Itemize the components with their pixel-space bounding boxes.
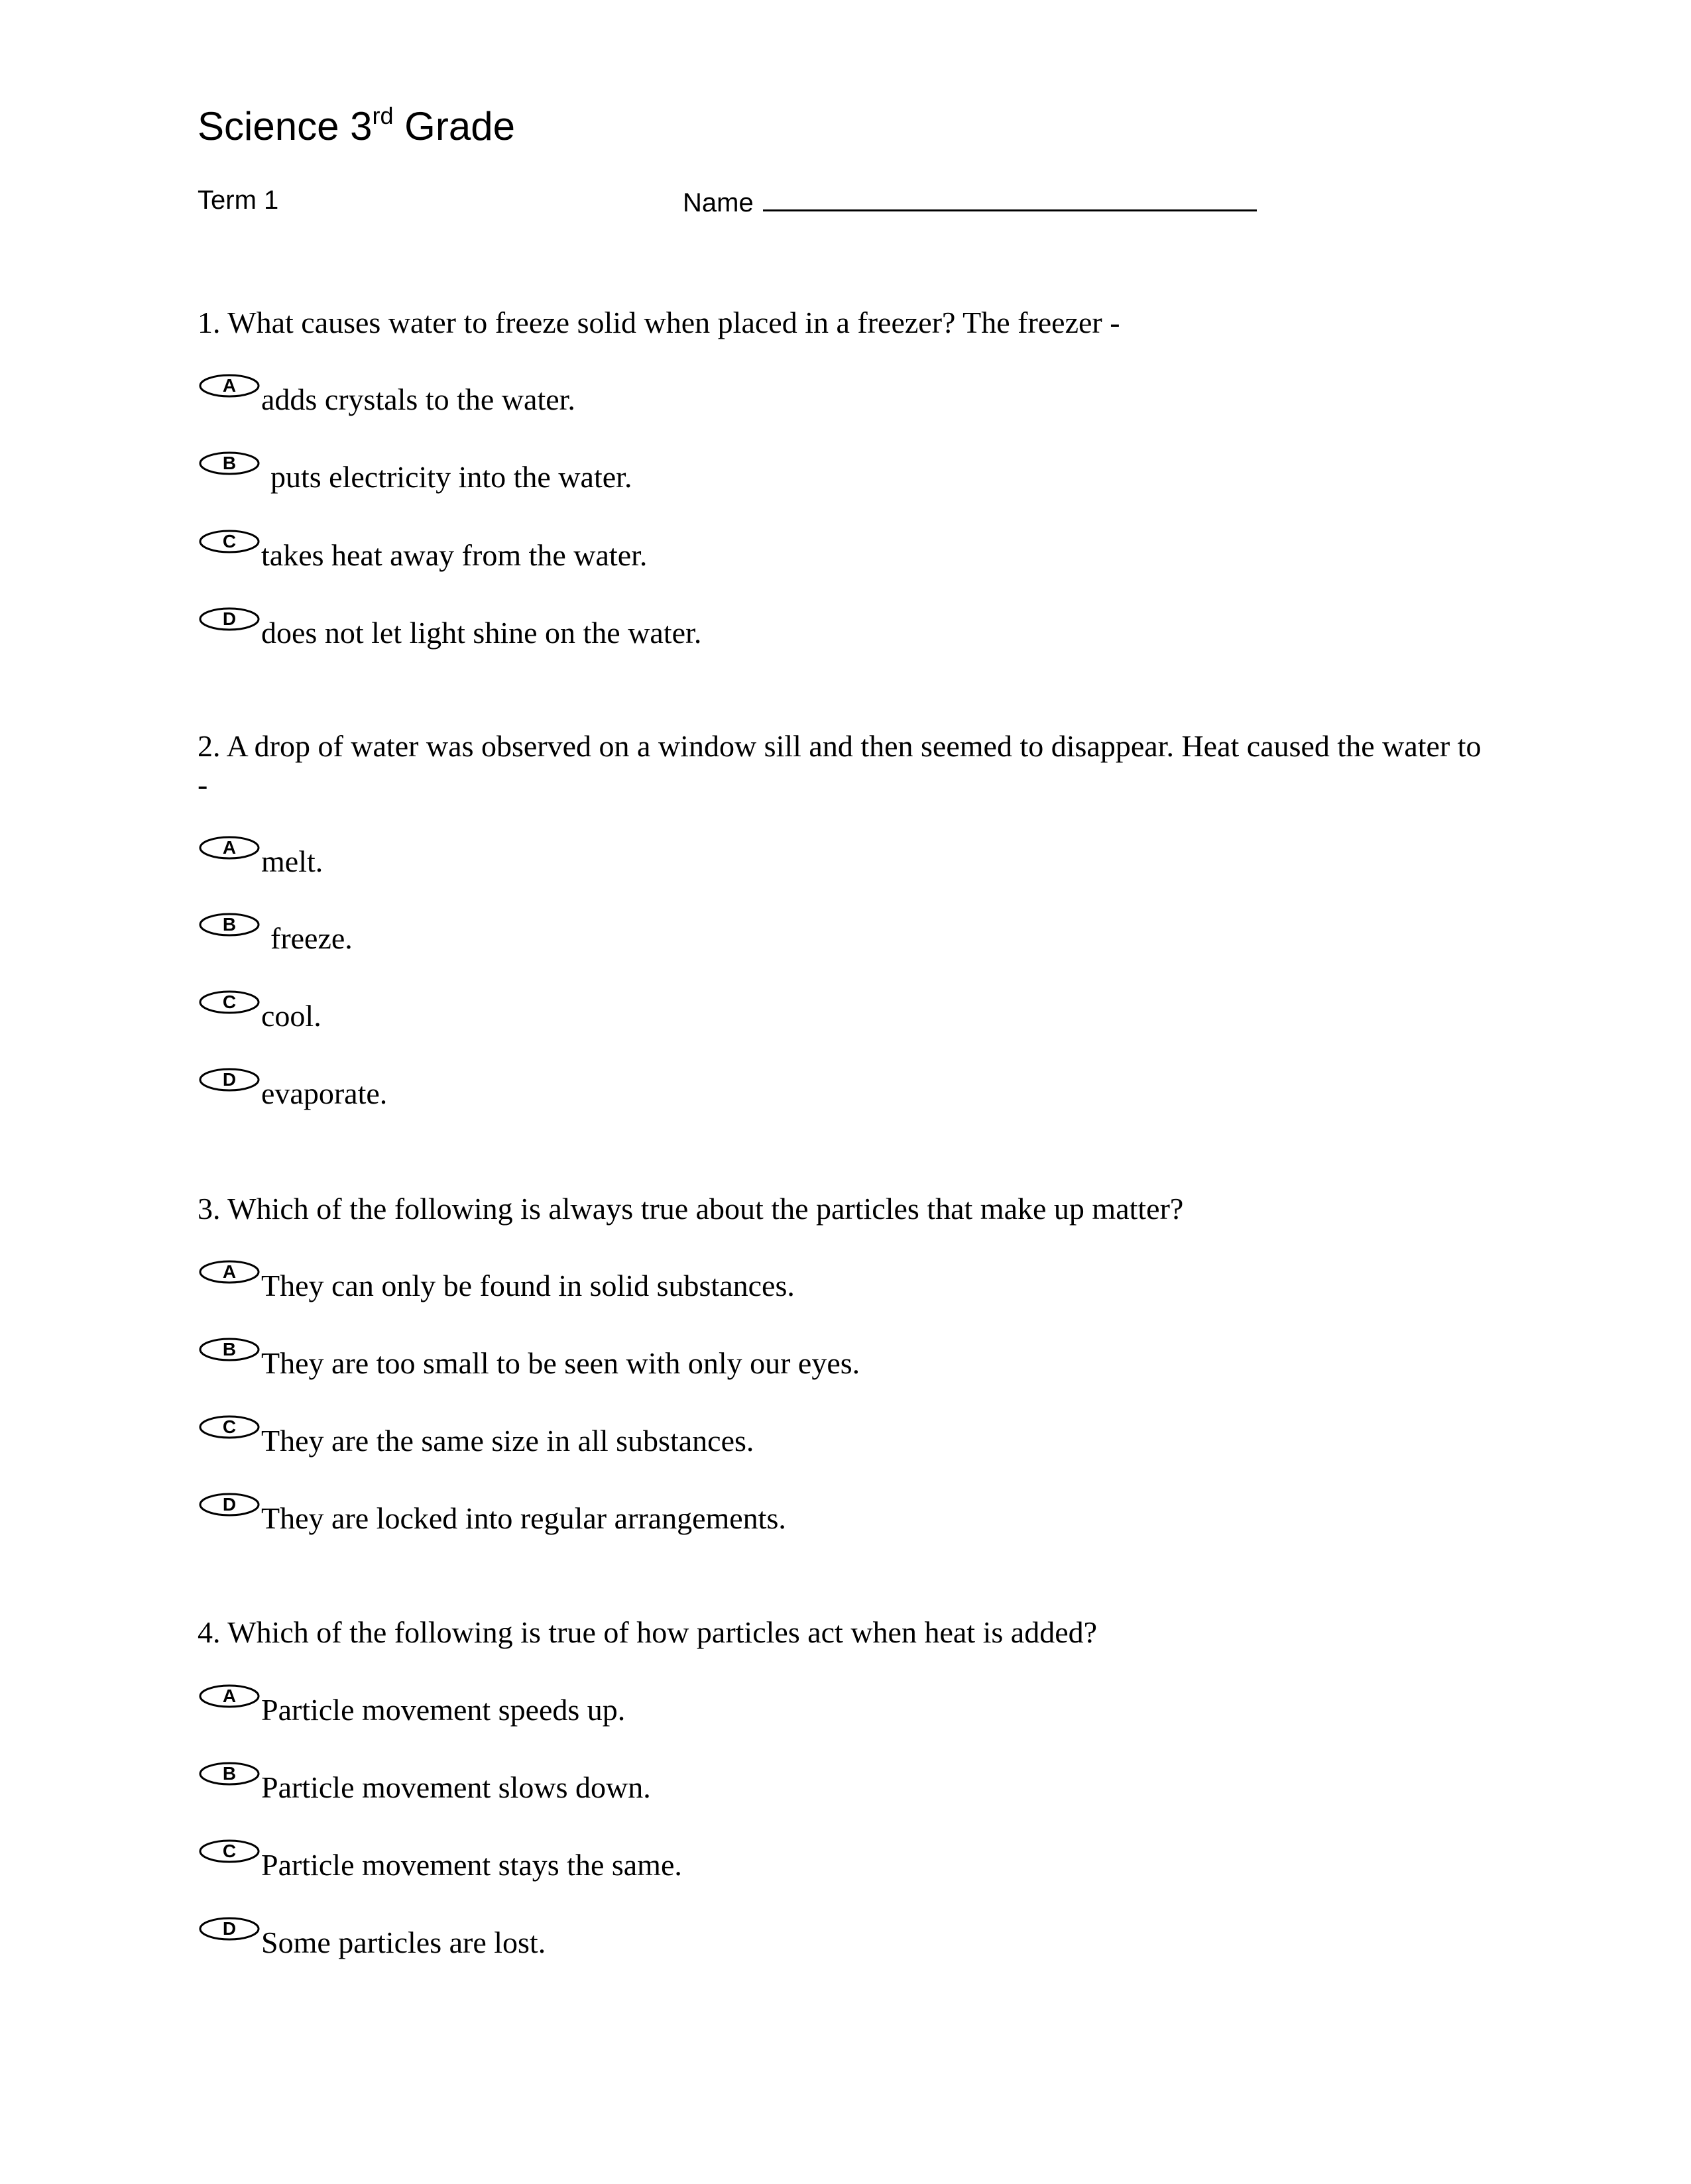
answer-bubble-icon[interactable] <box>198 1488 261 1521</box>
title-main: Science 3 <box>198 104 373 148</box>
answer-bubble-icon[interactable] <box>198 908 261 941</box>
bubble-letter: D <box>222 608 237 629</box>
bubble-letter: B <box>222 453 237 473</box>
option-text: evaporate. <box>261 1076 388 1110</box>
question-3: 3. Which of the following is always true about the particles that make up matter? <box>198 1192 1184 1226</box>
answer-bubble-icon[interactable] <box>198 1333 261 1366</box>
answer-bubble-icon[interactable] <box>198 369 261 402</box>
bubble-letter: A <box>222 375 237 396</box>
question-3-option-b[interactable] <box>198 1339 860 1383</box>
option-text: adds crystals to the water. <box>261 382 575 416</box>
question-2-option-d[interactable] <box>198 1069 388 1114</box>
question-2: 2. A drop of water was observed on a window sill and then seemed to disappear. Heat caused the water to - <box>198 729 1482 801</box>
option-text: does not let light shine on the water. <box>261 616 702 650</box>
question-3-option-c[interactable] <box>198 1416 754 1461</box>
option-text: They can only be found in solid substances. <box>261 1269 795 1302</box>
answer-bubble-icon[interactable] <box>198 1912 261 1945</box>
bubble-letter: B <box>222 1763 237 1784</box>
question-1: 1. What causes water to freeze solid when placed in a freezer? The freezer - <box>198 306 1120 339</box>
answer-bubble-icon[interactable] <box>198 1063 261 1096</box>
name-label: Name <box>683 188 754 217</box>
question-3-option-d[interactable] <box>198 1494 786 1538</box>
question-3-option-a[interactable] <box>198 1261 795 1306</box>
question-1-option-b[interactable] <box>198 453 632 497</box>
bubble-letter: D <box>222 1494 237 1515</box>
bubble-letter: A <box>222 1261 237 1282</box>
answer-bubble-icon[interactable] <box>198 525 261 558</box>
answer-bubble-icon[interactable] <box>198 603 261 636</box>
answer-bubble-icon[interactable] <box>198 1680 261 1713</box>
page-title <box>198 97 515 162</box>
question-4-option-c[interactable] <box>198 1841 682 1885</box>
question-4-option-b[interactable] <box>198 1763 651 1808</box>
option-text: Particle movement stays the same. <box>261 1848 682 1882</box>
option-text: Some particles are lost. <box>261 1925 546 1959</box>
option-text: melt. <box>261 844 323 878</box>
question-1-option-c[interactable] <box>198 531 648 575</box>
question-1-option-d[interactable] <box>198 608 702 653</box>
bubble-letter: D <box>222 1918 237 1939</box>
title-end: Grade <box>393 104 515 148</box>
question-4: 4. Which of the following is true of how particles act when heat is added? <box>198 1615 1098 1649</box>
option-text: cool. <box>261 999 321 1033</box>
question-4-option-a[interactable] <box>198 1686 626 1730</box>
option-text: puts electricity into the water. <box>270 460 632 494</box>
bubble-letter: A <box>222 1686 237 1706</box>
question-2-option-c[interactable] <box>198 992 321 1036</box>
question-4-option-d[interactable] <box>198 1918 546 1963</box>
option-text: Particle movement speeds up. <box>261 1693 626 1727</box>
option-text: They are locked into regular arrangements. <box>261 1501 786 1535</box>
bubble-letter: C <box>222 992 237 1012</box>
answer-bubble-icon[interactable] <box>198 986 261 1019</box>
question-1-option-a[interactable] <box>198 375 575 420</box>
option-text: freeze. <box>270 921 353 955</box>
option-text: They are too small to be seen with only our eyes. <box>261 1346 860 1380</box>
answer-bubble-icon[interactable] <box>198 1757 261 1790</box>
option-text: They are the same size in all substances. <box>261 1424 754 1458</box>
bubble-letter: C <box>222 531 237 551</box>
answer-bubble-icon[interactable] <box>198 1410 261 1444</box>
option-text: takes heat away from the water. <box>261 538 648 572</box>
bubble-letter: C <box>222 1416 237 1437</box>
term-label: Term 1 <box>198 186 279 215</box>
answer-bubble-icon[interactable] <box>198 447 261 480</box>
bubble-letter: B <box>222 914 237 935</box>
bubble-letter: B <box>222 1339 237 1359</box>
bubble-letter: A <box>222 837 237 858</box>
answer-bubble-icon[interactable] <box>198 1255 261 1289</box>
answer-bubble-icon[interactable] <box>198 1835 261 1868</box>
option-text: Particle movement slows down. <box>261 1770 651 1804</box>
bubble-letter: C <box>222 1841 237 1861</box>
name-blank-line[interactable] <box>763 180 1257 211</box>
title-superscript: rd <box>372 102 394 129</box>
question-2-option-b[interactable] <box>198 914 353 958</box>
answer-bubble-icon[interactable] <box>198 831 261 864</box>
name-field[interactable] <box>683 180 1257 223</box>
bubble-letter: D <box>222 1069 237 1090</box>
question-2-option-a[interactable] <box>198 837 323 882</box>
